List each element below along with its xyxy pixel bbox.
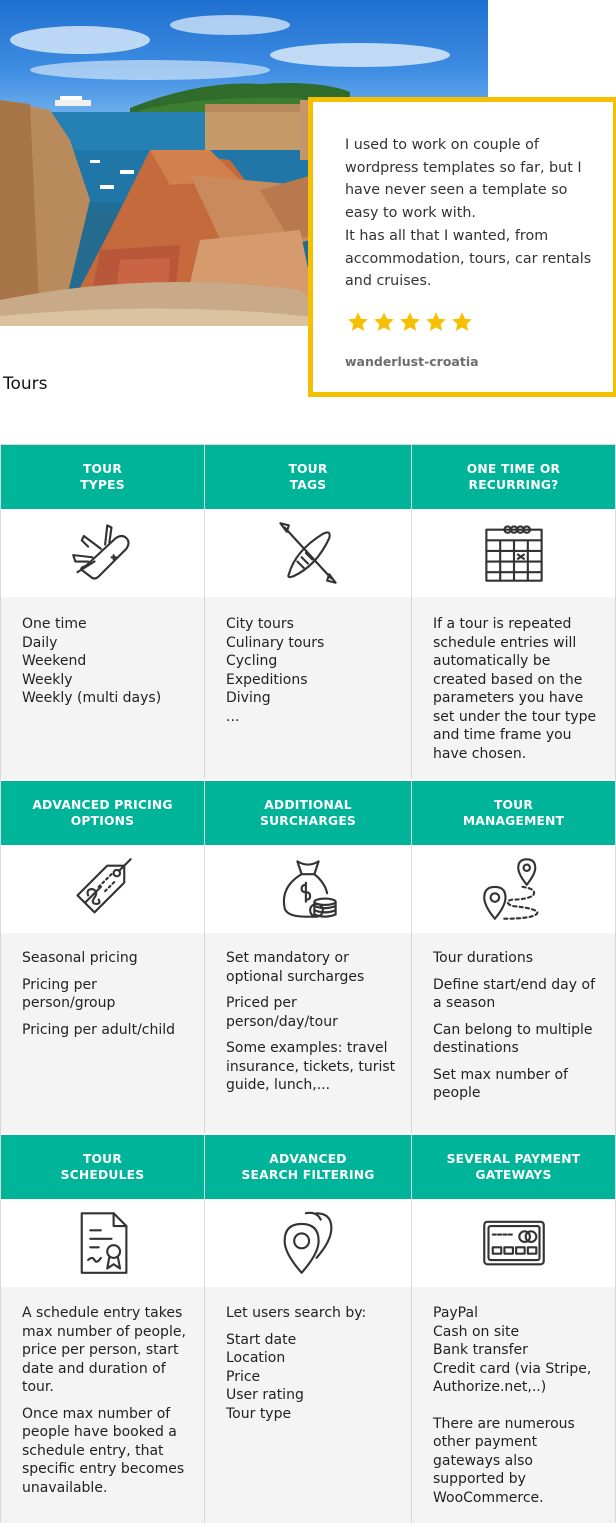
feature-line: Credit card (via Stripe, Authorize.net,..): [433, 1360, 592, 1395]
feature-title: TOUR TAGS: [205, 445, 411, 509]
feature-pricing: [0, 781, 205, 1133]
feature-description: [1, 1287, 204, 1523]
feature-description: [412, 933, 615, 1133]
feature-line: Weekend: [22, 653, 87, 669]
feature-line: Start date: [226, 1331, 297, 1348]
feature-paragraph: Priced per person/day/tour: [226, 995, 338, 1030]
feature-title: ADVANCED PRICING OPTIONS: [1, 781, 204, 845]
feature-tour-schedules: [0, 1135, 205, 1523]
feature-line: City tours: [226, 616, 294, 632]
feature-line: PayPal: [433, 1305, 478, 1321]
price-tag-icon: [69, 855, 137, 923]
feature-tour-tags: [205, 445, 412, 779]
feature-description: [1, 933, 204, 1133]
calendar-icon: [480, 519, 548, 587]
feature-row: [0, 781, 616, 1133]
feature-paragraph: Define start/end day of a season: [433, 976, 595, 1011]
feature-line: Bank transfer: [433, 1342, 528, 1358]
location-pins-icon: [274, 1209, 342, 1277]
star-icon: [425, 311, 447, 333]
feature-line: Cycling: [226, 653, 278, 669]
feature-tour-types: [0, 445, 205, 779]
feature-line: User rating: [226, 1387, 304, 1403]
feature-paragraph: Pricing per person/group: [22, 976, 116, 1011]
feature-row: [0, 445, 616, 779]
credit-card-icon: [480, 1209, 548, 1277]
feature-line: Expeditions: [226, 671, 308, 688]
feature-description: [412, 597, 615, 779]
star-icon: [373, 311, 395, 333]
feature-payment-gateways: [412, 1135, 616, 1523]
feature-description: [205, 1287, 411, 1523]
kayak-paddle-icon: [274, 519, 342, 587]
feature-line: Cash on site: [433, 1323, 520, 1340]
feature-line: One time: [22, 616, 87, 632]
quote-line: I used to work on couple of wordpress templates so far, but I have never seen a template so easy to work with.: [345, 137, 582, 222]
feature-paragraph: Let users search by:: [226, 1305, 367, 1321]
route-pins-icon: [480, 855, 548, 923]
feature-description: [205, 933, 411, 1133]
feature-search-filtering: [205, 1135, 412, 1523]
star-icon: [347, 311, 369, 333]
feature-title: TOUR SCHEDULES: [1, 1135, 204, 1199]
swiss-army-knife-icon: [69, 519, 137, 587]
feature-title: TOUR MANAGEMENT: [412, 781, 615, 845]
feature-paragraph: Seasonal pricing: [22, 950, 138, 966]
feature-line: Tour type: [226, 1405, 292, 1422]
feature-recurring: [412, 445, 616, 779]
feature-description: [412, 1287, 615, 1523]
quote-line: It has all that I wanted, from accommodation, tours, car rentals and cruises.: [345, 227, 592, 290]
feature-line: Location: [226, 1350, 286, 1366]
feature-title: SEVERAL PAYMENT GATEWAYS: [412, 1135, 615, 1199]
feature-row: [0, 1135, 616, 1523]
certificate-document-icon: [69, 1209, 137, 1277]
feature-line: Culinary tours: [226, 634, 325, 651]
feature-paragraph: If a tour is repeated schedule entries will automatically be created based on the parameters you have set under the tour type and time frame you have chosen.: [433, 616, 597, 762]
feature-title: ADDITIONAL SURCHARGES: [205, 781, 411, 845]
feature-description: [1, 597, 204, 779]
feature-line: Price: [226, 1368, 261, 1385]
feature-line: ...: [226, 708, 240, 725]
feature-line: Weekly (multi days): [22, 690, 162, 706]
money-bag-coins-icon: [274, 855, 342, 923]
feature-title: TOUR TYPES: [1, 445, 204, 509]
rating-stars: [347, 311, 473, 333]
feature-title: ONE TIME OR RECURRING?: [412, 445, 615, 509]
feature-paragraph: Set mandatory or optional surcharges: [226, 950, 365, 985]
feature-paragraph: Pricing per adult/child: [22, 1021, 176, 1038]
feature-surcharges: [205, 781, 412, 1133]
testimonial-author: wanderlust-croatia: [345, 354, 479, 369]
feature-paragraph: Set max number of people: [433, 1066, 568, 1101]
feature-paragraph: Once max number of people have booked a schedule entry, that specific entry becomes unavailable.: [22, 1405, 185, 1496]
section-title: Tours: [3, 374, 48, 394]
feature-paragraph: Tour durations: [433, 950, 534, 966]
feature-line: Weekly: [22, 671, 73, 688]
feature-paragraph: There are numerous other payment gateways also supported by WooCommerce.: [433, 1415, 575, 1506]
feature-tour-management: [412, 781, 616, 1133]
star-icon: [399, 311, 421, 333]
testimonial-card: [308, 97, 616, 397]
feature-paragraph: Some examples: travel insurance, tickets, turist guide, lunch,...: [226, 1040, 396, 1093]
feature-grid: [0, 444, 616, 1523]
feature-paragraph: Can belong to multiple destinations: [433, 1021, 593, 1056]
star-icon: [451, 311, 473, 333]
feature-description: [205, 597, 411, 779]
testimonial-quote: [345, 134, 595, 293]
feature-title: ADVANCED SEARCH FILTERING: [205, 1135, 411, 1199]
feature-line: Daily: [22, 634, 58, 651]
feature-paragraph: A schedule entry takes max number of people, price per person, start date and duration of tour.: [22, 1305, 186, 1395]
feature-line: Diving: [226, 690, 271, 706]
